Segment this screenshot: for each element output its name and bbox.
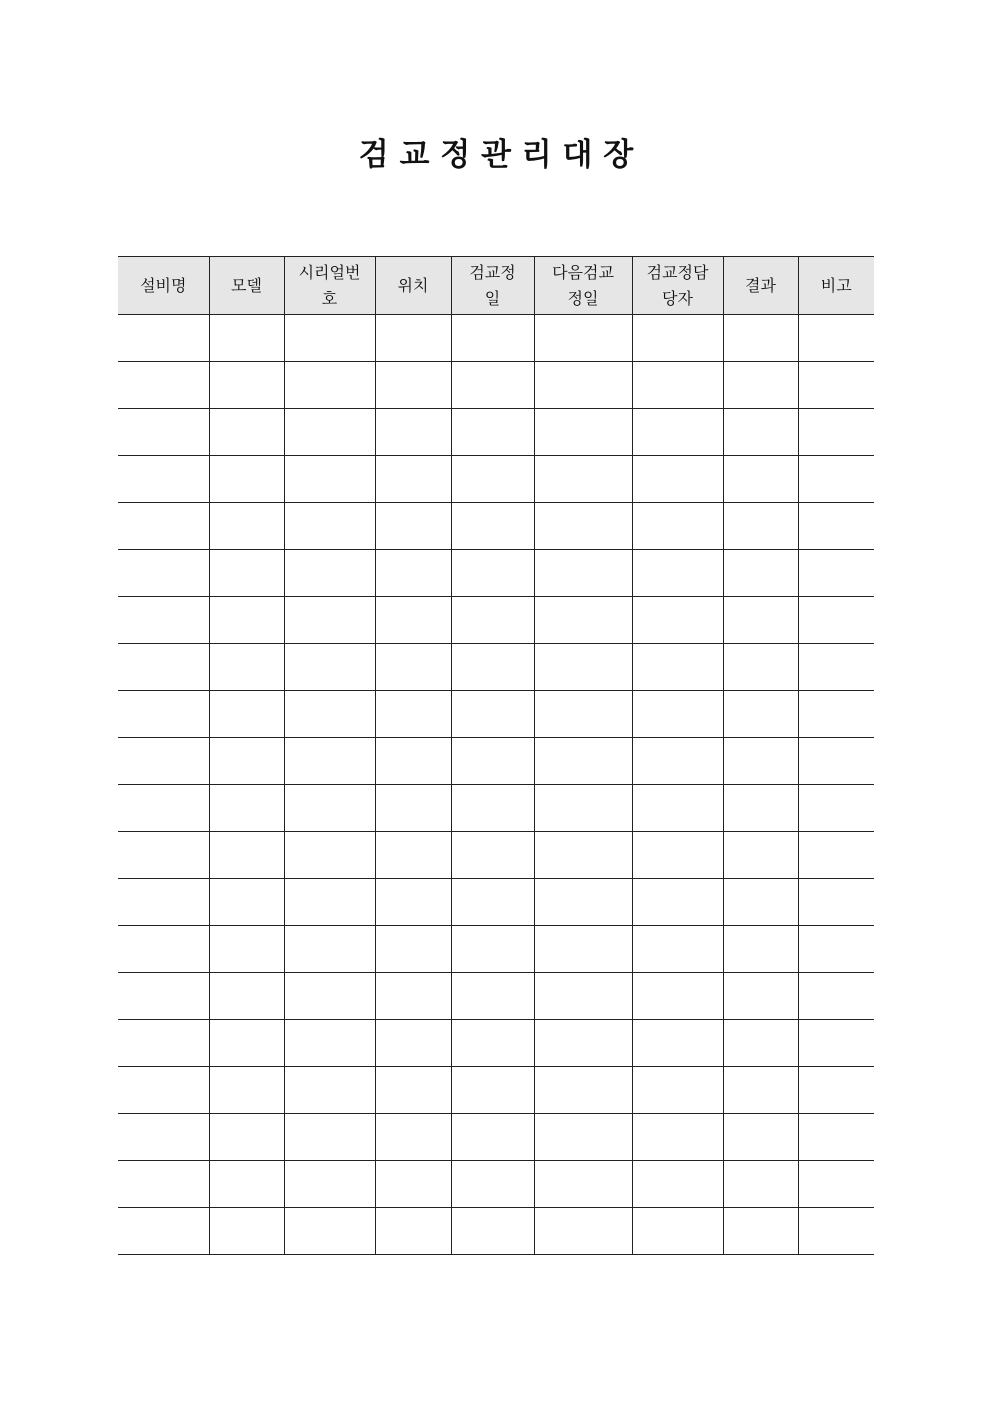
header-equipment-name: 설비명 (118, 257, 209, 315)
cell-serial-number[interactable] (284, 785, 375, 832)
cell-calibration-date[interactable] (451, 973, 534, 1020)
cell-equipment-name[interactable] (118, 315, 209, 362)
cell-remarks[interactable] (798, 1161, 874, 1208)
cell-model[interactable] (209, 597, 284, 644)
table-row (118, 785, 874, 832)
cell-location[interactable] (375, 1020, 451, 1067)
cell-next-calibration-date[interactable] (534, 1114, 632, 1161)
cell-result[interactable] (723, 973, 798, 1020)
cell-serial-number[interactable] (284, 315, 375, 362)
cell-calibration-date[interactable] (451, 644, 534, 691)
cell-calibration-date[interactable] (451, 315, 534, 362)
cell-result[interactable] (723, 691, 798, 738)
cell-location[interactable] (375, 550, 451, 597)
cell-calibration-manager[interactable] (632, 550, 723, 597)
table-row (118, 644, 874, 691)
cell-equipment-name[interactable] (118, 503, 209, 550)
cell-result[interactable] (723, 315, 798, 362)
header-remarks: 비고 (798, 257, 874, 315)
cell-calibration-manager[interactable] (632, 926, 723, 973)
cell-calibration-date[interactable] (451, 1208, 534, 1255)
cell-result[interactable] (723, 644, 798, 691)
cell-serial-number[interactable] (284, 550, 375, 597)
cell-serial-number[interactable] (284, 503, 375, 550)
header-model: 모델 (209, 257, 284, 315)
cell-remarks[interactable] (798, 738, 874, 785)
cell-calibration-date[interactable] (451, 456, 534, 503)
cell-calibration-manager[interactable] (632, 362, 723, 409)
cell-serial-number[interactable] (284, 597, 375, 644)
table-row (118, 973, 874, 1020)
cell-model[interactable] (209, 362, 284, 409)
cell-location[interactable] (375, 1114, 451, 1161)
cell-next-calibration-date[interactable] (534, 879, 632, 926)
cell-next-calibration-date[interactable] (534, 362, 632, 409)
cell-equipment-name[interactable] (118, 691, 209, 738)
cell-equipment-name[interactable] (118, 409, 209, 456)
cell-next-calibration-date[interactable] (534, 738, 632, 785)
cell-serial-number[interactable] (284, 691, 375, 738)
cell-serial-number[interactable] (284, 409, 375, 456)
cell-equipment-name[interactable] (118, 1208, 209, 1255)
cell-calibration-date[interactable] (451, 409, 534, 456)
cell-location[interactable] (375, 409, 451, 456)
cell-remarks[interactable] (798, 1067, 874, 1114)
cell-equipment-name[interactable] (118, 644, 209, 691)
cell-model[interactable] (209, 409, 284, 456)
header-calibration-manager: 검교정담 당자 (632, 257, 723, 315)
cell-calibration-date[interactable] (451, 785, 534, 832)
cell-remarks[interactable] (798, 926, 874, 973)
cell-next-calibration-date[interactable] (534, 1161, 632, 1208)
cell-result[interactable] (723, 597, 798, 644)
cell-equipment-name[interactable] (118, 1067, 209, 1114)
table-header-row (118, 257, 874, 315)
cell-location[interactable] (375, 1208, 451, 1255)
cell-calibration-manager[interactable] (632, 1208, 723, 1255)
table-row (118, 456, 874, 503)
cell-remarks[interactable] (798, 550, 874, 597)
cell-next-calibration-date[interactable] (534, 597, 632, 644)
cell-location[interactable] (375, 785, 451, 832)
cell-serial-number[interactable] (284, 1161, 375, 1208)
cell-calibration-date[interactable] (451, 1114, 534, 1161)
cell-equipment-name[interactable] (118, 926, 209, 973)
cell-calibration-manager[interactable] (632, 879, 723, 926)
cell-equipment-name[interactable] (118, 832, 209, 879)
cell-next-calibration-date[interactable] (534, 1208, 632, 1255)
cell-result[interactable] (723, 409, 798, 456)
cell-remarks[interactable] (798, 503, 874, 550)
cell-result[interactable] (723, 879, 798, 926)
table-row (118, 597, 874, 644)
cell-calibration-manager[interactable] (632, 597, 723, 644)
cell-result[interactable] (723, 503, 798, 550)
cell-calibration-manager[interactable] (632, 1067, 723, 1114)
cell-next-calibration-date[interactable] (534, 550, 632, 597)
table-row (118, 315, 874, 362)
cell-calibration-manager[interactable] (632, 1161, 723, 1208)
cell-remarks[interactable] (798, 879, 874, 926)
cell-serial-number[interactable] (284, 1020, 375, 1067)
cell-location[interactable] (375, 738, 451, 785)
cell-calibration-manager[interactable] (632, 973, 723, 1020)
cell-model[interactable] (209, 832, 284, 879)
cell-result[interactable] (723, 738, 798, 785)
cell-equipment-name[interactable] (118, 738, 209, 785)
cell-location[interactable] (375, 832, 451, 879)
table-row (118, 550, 874, 597)
header-serial-number: 시리얼번 호 (284, 257, 375, 315)
cell-equipment-name[interactable] (118, 1020, 209, 1067)
cell-location[interactable] (375, 926, 451, 973)
cell-model[interactable] (209, 691, 284, 738)
cell-remarks[interactable] (798, 1208, 874, 1255)
cell-location[interactable] (375, 456, 451, 503)
cell-calibration-date[interactable] (451, 1161, 534, 1208)
cell-location[interactable] (375, 879, 451, 926)
cell-result[interactable] (723, 1020, 798, 1067)
cell-equipment-name[interactable] (118, 550, 209, 597)
cell-location[interactable] (375, 315, 451, 362)
cell-remarks[interactable] (798, 973, 874, 1020)
cell-serial-number[interactable] (284, 1067, 375, 1114)
calibration-ledger-table (118, 256, 874, 1255)
cell-remarks[interactable] (798, 644, 874, 691)
table-row (118, 1114, 874, 1161)
cell-result[interactable] (723, 832, 798, 879)
cell-location[interactable] (375, 973, 451, 1020)
cell-calibration-date[interactable] (451, 738, 534, 785)
cell-model[interactable] (209, 315, 284, 362)
cell-model[interactable] (209, 879, 284, 926)
cell-equipment-name[interactable] (118, 1161, 209, 1208)
cell-serial-number[interactable] (284, 973, 375, 1020)
cell-next-calibration-date[interactable] (534, 1067, 632, 1114)
cell-model[interactable] (209, 1161, 284, 1208)
cell-serial-number[interactable] (284, 738, 375, 785)
table-row (118, 1161, 874, 1208)
cell-result[interactable] (723, 1067, 798, 1114)
table-row (118, 1020, 874, 1067)
cell-calibration-manager[interactable] (632, 691, 723, 738)
cell-model[interactable] (209, 785, 284, 832)
cell-next-calibration-date[interactable] (534, 409, 632, 456)
cell-location[interactable] (375, 362, 451, 409)
cell-remarks[interactable] (798, 1020, 874, 1067)
table-row (118, 879, 874, 926)
table-row (118, 738, 874, 785)
cell-calibration-date[interactable] (451, 362, 534, 409)
cell-calibration-date[interactable] (451, 503, 534, 550)
table-row (118, 691, 874, 738)
cell-equipment-name[interactable] (118, 973, 209, 1020)
header-location: 위치 (375, 257, 451, 315)
cell-model[interactable] (209, 503, 284, 550)
cell-model[interactable] (209, 926, 284, 973)
cell-calibration-manager[interactable] (632, 503, 723, 550)
header-calibration-date: 검교정 일 (451, 257, 534, 315)
cell-calibration-manager[interactable] (632, 832, 723, 879)
table-row (118, 1208, 874, 1255)
cell-calibration-date[interactable] (451, 1020, 534, 1067)
cell-calibration-manager[interactable] (632, 1114, 723, 1161)
cell-serial-number[interactable] (284, 832, 375, 879)
cell-model[interactable] (209, 644, 284, 691)
cell-equipment-name[interactable] (118, 456, 209, 503)
cell-model[interactable] (209, 738, 284, 785)
cell-next-calibration-date[interactable] (534, 315, 632, 362)
cell-location[interactable] (375, 691, 451, 738)
cell-equipment-name[interactable] (118, 362, 209, 409)
cell-location[interactable] (375, 597, 451, 644)
cell-next-calibration-date[interactable] (534, 926, 632, 973)
cell-model[interactable] (209, 1114, 284, 1161)
cell-next-calibration-date[interactable] (534, 973, 632, 1020)
cell-next-calibration-date[interactable] (534, 785, 632, 832)
cell-equipment-name[interactable] (118, 1114, 209, 1161)
cell-calibration-manager[interactable] (632, 1020, 723, 1067)
cell-model[interactable] (209, 1208, 284, 1255)
cell-next-calibration-date[interactable] (534, 456, 632, 503)
cell-calibration-date[interactable] (451, 550, 534, 597)
cell-model[interactable] (209, 1067, 284, 1114)
cell-location[interactable] (375, 1067, 451, 1114)
table-row (118, 926, 874, 973)
cell-result[interactable] (723, 926, 798, 973)
cell-remarks[interactable] (798, 597, 874, 644)
cell-serial-number[interactable] (284, 362, 375, 409)
cell-result[interactable] (723, 1114, 798, 1161)
cell-result[interactable] (723, 785, 798, 832)
table-body (118, 315, 874, 1255)
cell-model[interactable] (209, 550, 284, 597)
table-row (118, 409, 874, 456)
cell-serial-number[interactable] (284, 1208, 375, 1255)
cell-serial-number[interactable] (284, 926, 375, 973)
cell-next-calibration-date[interactable] (534, 691, 632, 738)
cell-calibration-date[interactable] (451, 597, 534, 644)
cell-calibration-date[interactable] (451, 832, 534, 879)
cell-next-calibration-date[interactable] (534, 644, 632, 691)
table-row (118, 503, 874, 550)
cell-calibration-date[interactable] (451, 926, 534, 973)
cell-calibration-manager[interactable] (632, 456, 723, 503)
cell-model[interactable] (209, 1020, 284, 1067)
cell-next-calibration-date[interactable] (534, 503, 632, 550)
cell-remarks[interactable] (798, 456, 874, 503)
cell-result[interactable] (723, 1208, 798, 1255)
cell-calibration-manager[interactable] (632, 315, 723, 362)
cell-equipment-name[interactable] (118, 879, 209, 926)
cell-model[interactable] (209, 973, 284, 1020)
cell-calibration-date[interactable] (451, 691, 534, 738)
cell-calibration-manager[interactable] (632, 409, 723, 456)
cell-calibration-manager[interactable] (632, 738, 723, 785)
cell-remarks[interactable] (798, 785, 874, 832)
cell-remarks[interactable] (798, 1114, 874, 1161)
cell-equipment-name[interactable] (118, 785, 209, 832)
cell-serial-number[interactable] (284, 644, 375, 691)
table-row (118, 1067, 874, 1114)
cell-location[interactable] (375, 503, 451, 550)
cell-location[interactable] (375, 1161, 451, 1208)
header-next-calibration-date: 다음검교 정일 (534, 257, 632, 315)
cell-location[interactable] (375, 644, 451, 691)
cell-model[interactable] (209, 456, 284, 503)
cell-remarks[interactable] (798, 691, 874, 738)
header-result: 결과 (723, 257, 798, 315)
cell-result[interactable] (723, 362, 798, 409)
cell-calibration-date[interactable] (451, 1067, 534, 1114)
document-title: 검 교 정 관 리 대 장 (358, 137, 634, 173)
cell-result[interactable] (723, 550, 798, 597)
cell-remarks[interactable] (798, 315, 874, 362)
cell-remarks[interactable] (798, 832, 874, 879)
cell-next-calibration-date[interactable] (534, 832, 632, 879)
table-row (118, 362, 874, 409)
cell-serial-number[interactable] (284, 456, 375, 503)
cell-serial-number[interactable] (284, 1114, 375, 1161)
cell-result[interactable] (723, 1161, 798, 1208)
cell-calibration-manager[interactable] (632, 785, 723, 832)
cell-equipment-name[interactable] (118, 597, 209, 644)
cell-next-calibration-date[interactable] (534, 1020, 632, 1067)
cell-calibration-date[interactable] (451, 879, 534, 926)
table-row (118, 832, 874, 879)
cell-serial-number[interactable] (284, 879, 375, 926)
cell-remarks[interactable] (798, 409, 874, 456)
cell-result[interactable] (723, 456, 798, 503)
cell-remarks[interactable] (798, 362, 874, 409)
cell-calibration-manager[interactable] (632, 644, 723, 691)
